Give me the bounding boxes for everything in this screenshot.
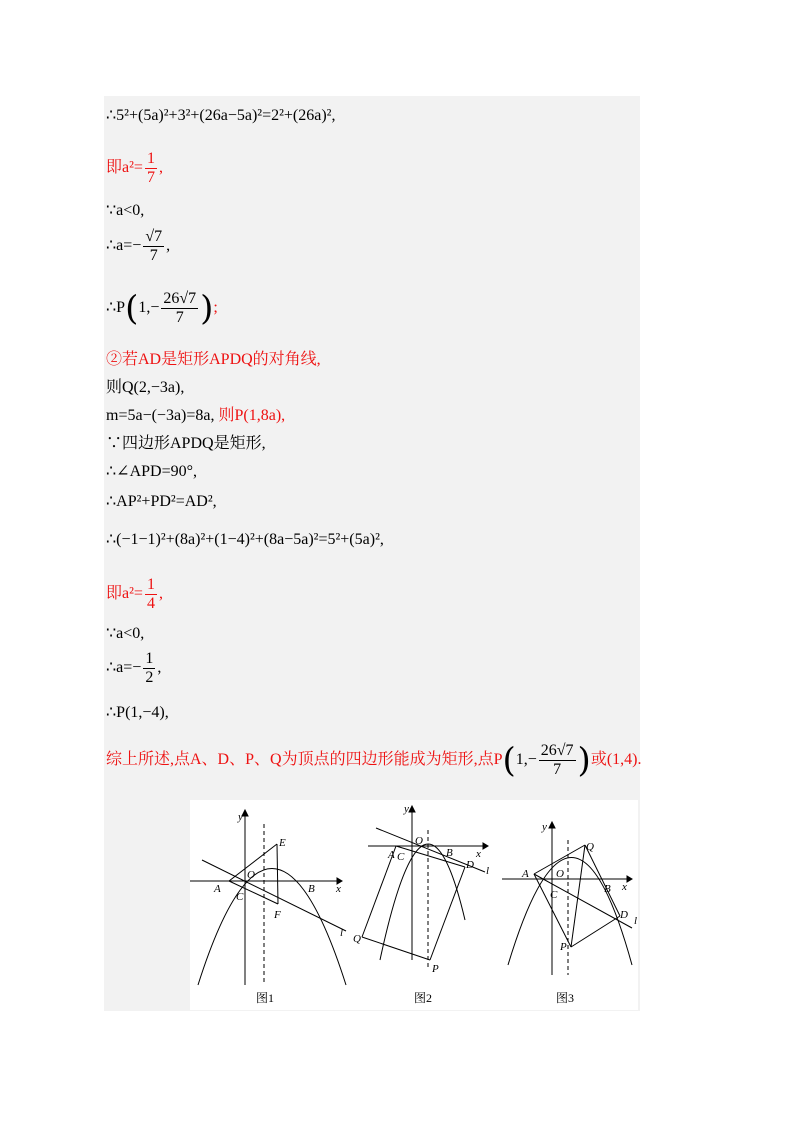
pythagoras-line: ∴AP²+PD²=AD², (106, 493, 217, 510)
svg-text:C: C (397, 851, 405, 863)
svg-text:D: D (620, 909, 628, 921)
m-value-line: m=5a−(−3a)=8a, 则P(1,8a), (106, 407, 286, 424)
point-q-line: 则Q(2,−3a), (106, 379, 185, 396)
svg-text:D: D (466, 859, 474, 871)
condition-a-negative-1: ∵a<0, (106, 202, 145, 219)
svg-text:A: A (214, 883, 221, 895)
figure-3-caption: 图3 (556, 991, 575, 1005)
svg-text:x: x (476, 848, 481, 860)
svg-text:y: y (542, 821, 547, 833)
svg-text:B: B (604, 883, 611, 895)
case-2-heading: ②若AD是矩形APDQ的对角线, (106, 351, 321, 368)
angle-apd-line: ∴∠APD=90°, (106, 463, 198, 480)
svg-text:Q: Q (586, 841, 594, 853)
svg-text:y: y (238, 811, 243, 823)
svg-text:y: y (404, 803, 409, 815)
result-a-squared-2: 即a²= $\frac{1}{4}$ , (106, 576, 163, 612)
svg-text:Q: Q (353, 933, 361, 945)
figure-2-caption: 图2 (414, 991, 433, 1005)
svg-text:l: l (486, 865, 490, 877)
condition-a-negative-2: ∵a<0, (106, 625, 145, 642)
point-p-result-2: ∴P(1,−4), (106, 704, 169, 721)
svg-text:x: x (622, 881, 627, 893)
figures-image (190, 800, 638, 1010)
svg-text:O: O (556, 868, 564, 880)
svg-text:O: O (415, 835, 423, 847)
rectangle-condition: ∵四边形APDQ是矩形, (106, 435, 266, 452)
point-p-result-1: ∴P(1,− $\frac{26√7}{7}$ ); (106, 288, 218, 329)
svg-text:B: B (446, 847, 453, 859)
result-a-squared-1: 即a²= $\frac{1}{7}$ , (106, 150, 163, 186)
svg-text:C: C (236, 891, 244, 903)
svg-text:x: x (336, 883, 341, 895)
svg-text:A: A (388, 849, 395, 861)
result-a-1: ∴a=− $\frac{√7}{7}$ , (106, 228, 171, 264)
svg-text:O: O (247, 869, 255, 881)
svg-text:C: C (550, 889, 558, 901)
svg-text:l: l (634, 915, 638, 927)
svg-text:P: P (560, 941, 567, 953)
equation-line-2: ∴(−1−1)²+(8a)²+(1−4)²+(8a−5a)²=5²+(5a)², (106, 531, 384, 548)
figure-1-caption: 图1 (256, 991, 275, 1005)
conclusion-line: 综上所述,点A、D、P、Q为顶点的四边形能成为矩形,点P(1,− $\frac{26√7}{7}$ )或(1,4). (106, 740, 642, 781)
svg-text:F: F (274, 909, 281, 921)
svg-text:A: A (522, 868, 529, 880)
svg-text:P: P (432, 963, 439, 975)
svg-text:l: l (340, 927, 344, 939)
svg-text:E: E (279, 837, 286, 849)
equation-line-1: ∴5²+(5a)²+3²+(26a−5a)²=2²+(26a)², (106, 107, 336, 124)
svg-text:B: B (308, 883, 315, 895)
result-a-2: ∴a=− $\frac{1}{2}$ , (106, 650, 162, 686)
